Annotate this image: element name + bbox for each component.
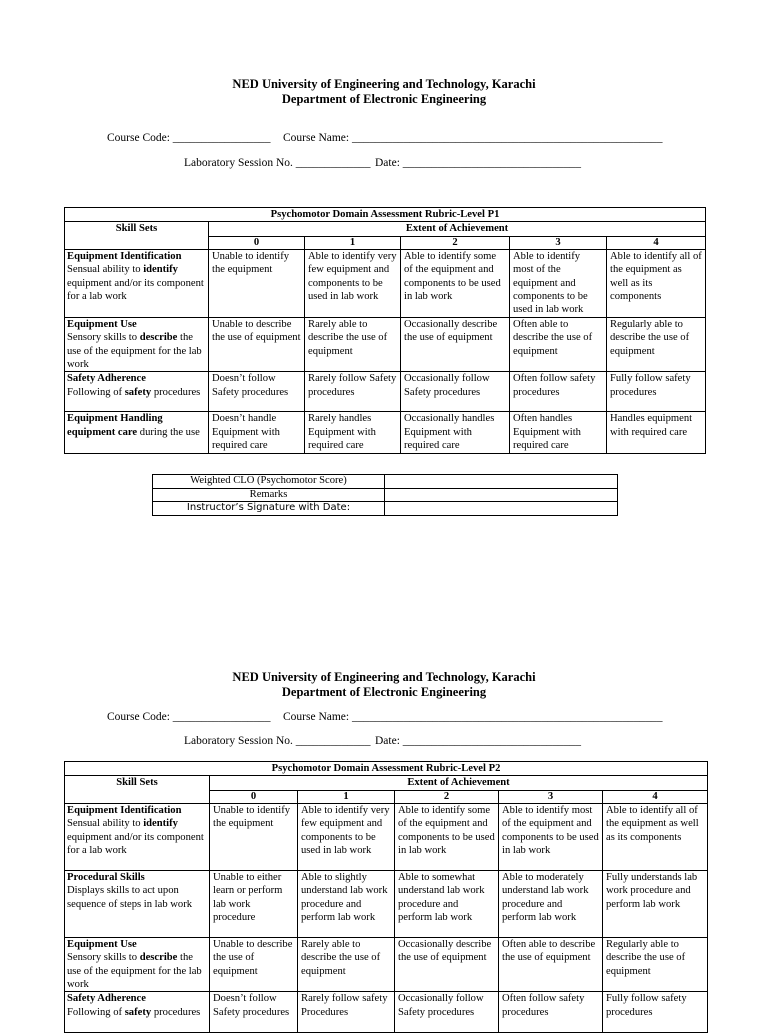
extent-header: Extent of Achievement (210, 776, 708, 790)
skill-cell (65, 992, 210, 1033)
rubric-cell: Unable to either learn or perform lab work procedure (210, 870, 298, 937)
rubric-cell: Fully understands lab work procedure and perform lab work (603, 870, 708, 937)
rubric-cell: Often follow safety procedures (499, 992, 603, 1033)
level-header: 1 (305, 236, 401, 249)
table-row (65, 870, 708, 937)
rubric-cell: Regularly able to describe the use of equipment (603, 937, 708, 992)
skill-cell (65, 317, 209, 372)
rubric-cell: Doesn’t follow Safety procedures (209, 372, 305, 412)
rubric-cell: Able to moderately understand lab work procedure and perform lab work (499, 870, 603, 937)
rubric-cell: Able to identify all of the equipment as well as its components (607, 249, 706, 317)
skill-emphasis: identify (143, 818, 178, 830)
skill-desc: Following of (67, 386, 125, 398)
table-row (65, 249, 706, 317)
rubric-cell: Often handles Equipment with required care (510, 412, 607, 453)
rubric-cell: Regularly able to describe the use of equipment (607, 317, 706, 372)
rubric-cell: Able to identify most of the equipment and components to be used in lab work (499, 803, 603, 870)
rubric-table-p1 (64, 207, 706, 454)
rubric-cell: Doesn’t handle Equipment with required care (209, 412, 305, 453)
skill-title: Equipment Identification (67, 804, 182, 816)
weighted-clo-value[interactable] (385, 475, 618, 489)
skill-cell (65, 803, 210, 870)
skill-sets-header: Skill Sets (65, 222, 209, 249)
course-name-field[interactable]: Course Name: ______________________________________________________ (283, 711, 663, 723)
rubric-cell: Unable to identify the equipment (210, 803, 298, 870)
rubric-cell: Able to slightly understand lab work procedure and perform lab work (298, 870, 395, 937)
extent-header: Extent of Achievement (209, 222, 706, 236)
rubric-cell: Rarely able to describe the use of equipment (298, 937, 395, 992)
date-field[interactable]: Date: _______________________________ (375, 735, 582, 747)
rubric-cell: Able to somewhat understand lab work procedure and perform lab work (395, 870, 499, 937)
signature-value[interactable] (385, 502, 618, 516)
table-row (65, 317, 706, 372)
rubric-cell: Unable to identify the equipment (209, 249, 305, 317)
skill-desc: Following of (67, 1006, 125, 1018)
rubric-cell: Rarely handles Equipment with required care (305, 412, 401, 453)
skill-title: Safety Adherence (67, 993, 146, 1005)
rubric-cell: Occasionally describe the use of equipment (401, 317, 510, 372)
weighted-clo-label: Weighted CLO (Psychomotor Score) (153, 475, 385, 489)
table-row (65, 992, 708, 1033)
skill-desc: Displays skills to act upon sequence of steps in lab work (67, 885, 193, 910)
table-row (65, 803, 708, 870)
skill-desc: Sensual ability to (67, 264, 144, 276)
skill-emphasis: identify (143, 264, 178, 276)
level-header: 3 (510, 236, 607, 249)
skill-cell (65, 372, 209, 412)
university-title: NED University of Engineering and Technology, Karachi (232, 77, 536, 91)
skill-desc: Sensual ability to (67, 818, 144, 830)
skill-emphasis: safety (124, 386, 152, 398)
skill-title: Procedural Skills (67, 871, 145, 883)
rubric-cell: Fully follow safety procedures (603, 992, 708, 1033)
level-header: 0 (209, 236, 305, 249)
skill-desc: procedures (151, 386, 201, 398)
skill-emphasis: describe (139, 952, 178, 964)
skill-desc: the use of the equipment for the lab work (67, 332, 202, 371)
department-title: Department of Electronic Engineering (281, 685, 487, 699)
table-row (65, 412, 706, 453)
rubric-cell: Rarely follow safety Procedures (298, 992, 395, 1033)
rubric-cell: Often able to describe the use of equipment (499, 937, 603, 992)
rubric-title: Psychomotor Domain Assessment Rubric-Level P1 (65, 208, 706, 222)
lab-session-field[interactable]: Laboratory Session No. _____________ (184, 157, 371, 169)
course-name-field[interactable]: Course Name: ______________________________________________________ (283, 132, 663, 144)
table-row (65, 937, 708, 992)
skill-desc: the use of the equipment for the lab work (67, 952, 202, 991)
skill-title: Equipment Identification (67, 250, 182, 262)
rubric-cell: Occasionally describe the use of equipment (395, 937, 499, 992)
level-header: 4 (603, 790, 708, 803)
level-header: 2 (401, 236, 510, 249)
rubric-cell: Unable to describe the use of equipment (209, 317, 305, 372)
rubric-cell: Fully follow safety procedures (607, 372, 706, 412)
rubric-cell: Able to identify very few equipment and components to be used in lab work (298, 803, 395, 870)
level-header: 0 (210, 790, 298, 803)
skill-desc: equipment and/or its component for a lab work (67, 277, 204, 303)
rubric-cell: Doesn’t follow Safety procedures (210, 992, 298, 1033)
rubric-title: Psychomotor Domain Assessment Rubric-Level P2 (65, 762, 708, 776)
course-code-field[interactable]: Course Code: _________________ (107, 132, 271, 144)
skill-desc: procedures (151, 1006, 201, 1018)
rubric-cell: Rarely follow Safety procedures (305, 372, 401, 412)
signature-label: Instructor’s Signature with Date: (153, 502, 385, 516)
rubric-cell: Able to identify all of the equipment as well as its components (603, 803, 708, 870)
skill-desc: Sensory skills to (67, 332, 140, 344)
rubric-cell: Able to identify some of the equipment and components to be used in lab work (401, 249, 510, 317)
skill-sets-header: Skill Sets (65, 776, 210, 803)
skill-cell (65, 937, 210, 992)
level-header: 2 (395, 790, 499, 803)
level-header: 4 (607, 236, 706, 249)
remarks-value[interactable] (385, 488, 618, 502)
rubric-cell: Able to identify some of the equipment and components to be used in lab work (395, 803, 499, 870)
skill-emphasis: safety (124, 1006, 152, 1018)
rubric-cell: Handles equipment with required care (607, 412, 706, 453)
skill-title: Equipment Use (67, 318, 137, 330)
skill-cell (65, 249, 209, 317)
rubric-cell: Occasionally follow Safety procedures (395, 992, 499, 1033)
rubric-cell: Able to identify very few equipment and components to be used in lab work (305, 249, 401, 317)
skill-title: Safety Adherence (67, 373, 146, 385)
skill-title: Equipment Handling (67, 413, 163, 425)
rubric-cell: Occasionally handles Equipment with required care (401, 412, 510, 453)
skill-cell (65, 412, 209, 453)
date-field[interactable]: Date: _______________________________ (375, 157, 582, 169)
lab-session-field[interactable]: Laboratory Session No. _____________ (184, 735, 371, 747)
skill-cell (65, 870, 210, 937)
skill-emphasis: describe (139, 332, 178, 344)
remarks-label: Remarks (153, 488, 385, 502)
rubric-cell: Often follow safety procedures (510, 372, 607, 412)
rubric-cell: Unable to describe the use of equipment (210, 937, 298, 992)
rubric-cell: Rarely able to describe the use of equipment (305, 317, 401, 372)
skill-desc: during the use (137, 426, 200, 438)
skill-title: Equipment Use (67, 938, 137, 950)
rubric-cell: Often able to describe the use of equipment (510, 317, 607, 372)
skill-emphasis: equipment care (67, 426, 138, 438)
skill-desc: Sensory skills to (67, 952, 140, 964)
level-header: 3 (499, 790, 603, 803)
level-header: 1 (298, 790, 395, 803)
skill-desc: equipment and/or its component for a lab work (67, 831, 204, 857)
summary-table (152, 474, 618, 516)
rubric-cell: Occasionally follow Safety procedures (401, 372, 510, 412)
department-title: Department of Electronic Engineering (281, 92, 487, 106)
university-title: NED University of Engineering and Technology, Karachi (232, 670, 536, 684)
table-row (65, 372, 706, 412)
rubric-table-p2 (64, 761, 708, 1033)
rubric-cell: Able to identify most of the equipment and components to be used in lab work (510, 249, 607, 317)
course-code-field[interactable]: Course Code: _________________ (107, 711, 271, 723)
